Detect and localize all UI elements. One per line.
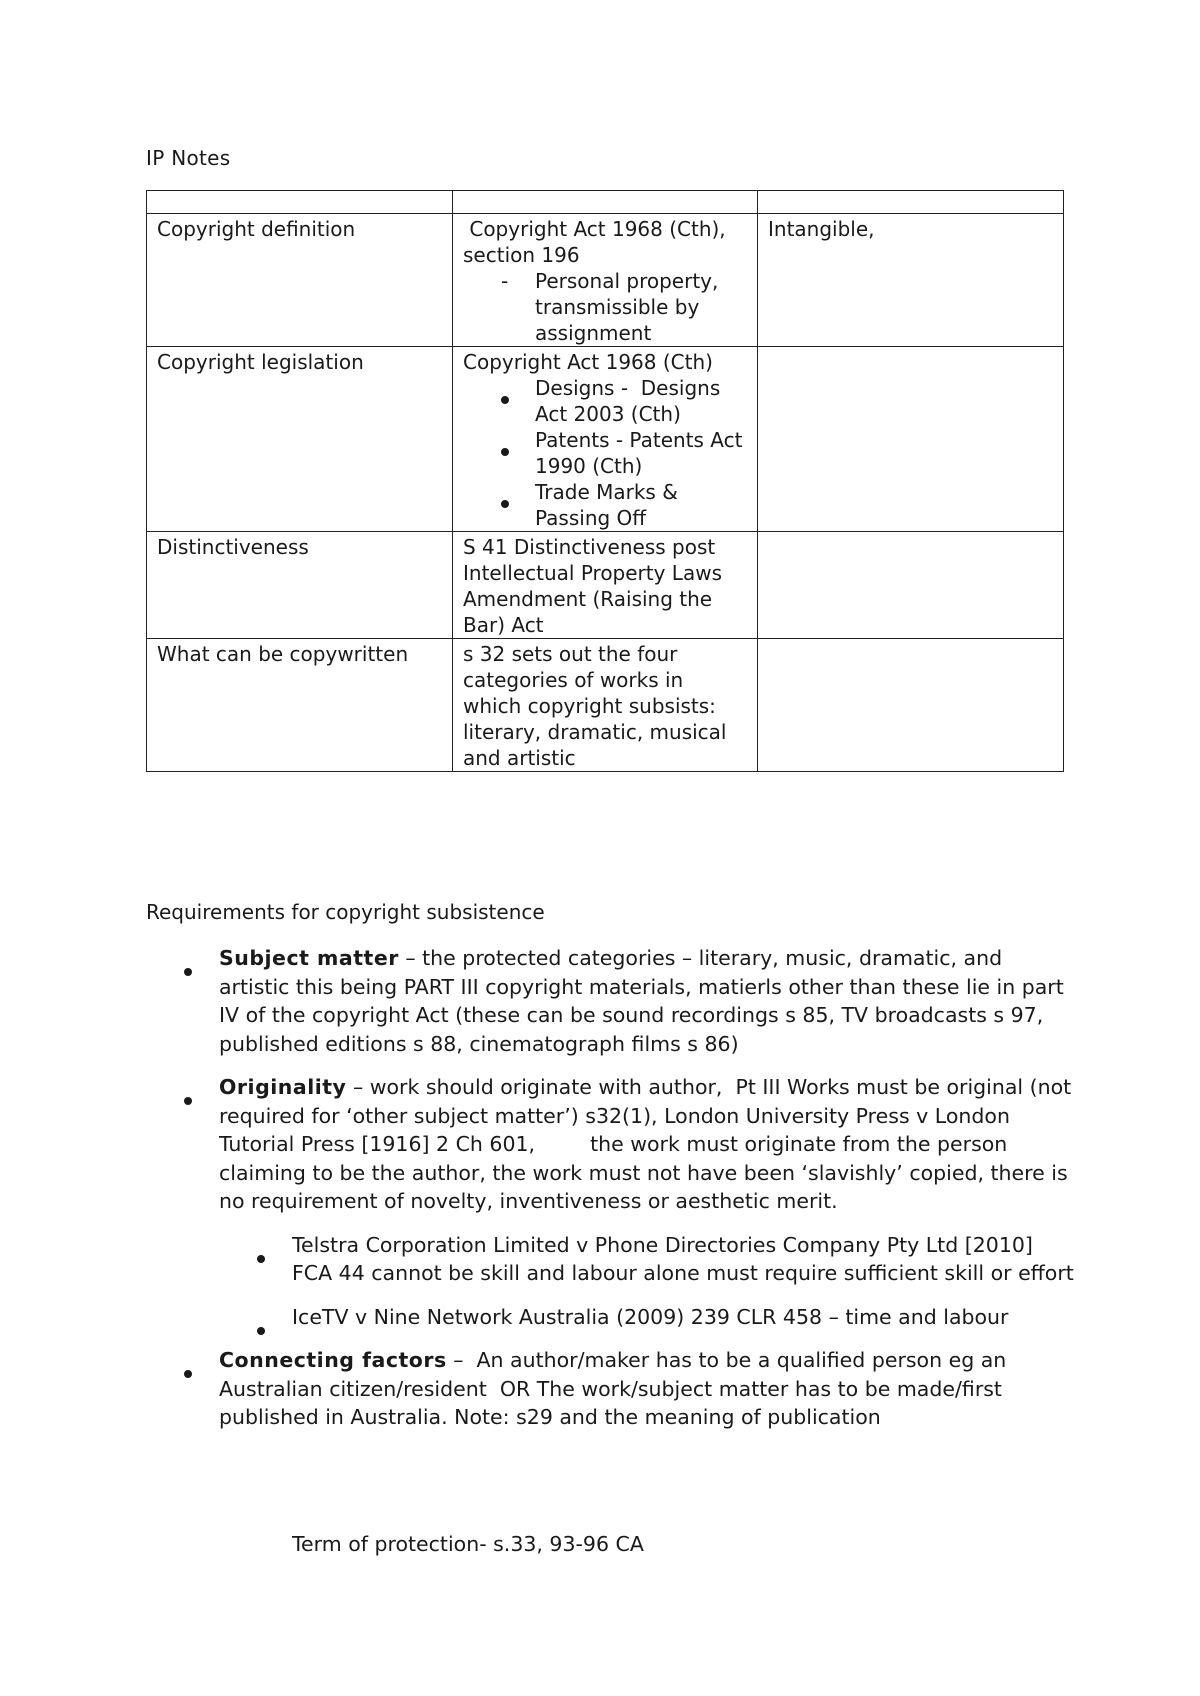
table-cell — [147, 191, 453, 214]
bullet-icon — [184, 1370, 192, 1378]
detail-intro: Copyright Act 1968 (Cth), section 196 — [463, 217, 733, 267]
requirement-text-continued: the work must originate from the person claiming to be the author, the work must not have been ‘slavishly’ copied, there is no requirement of novelty, inventiveness or aesthetic merit. — [219, 1132, 1068, 1213]
bullet-icon — [184, 968, 192, 976]
table-cell — [453, 191, 758, 214]
bullet-icon — [257, 1255, 265, 1263]
case-text: Telstra Corporation Limited v Phone Directories Company Pty Ltd [2010] FCA 44 cannot be skill and labour alone must require sufficient skill or effort — [292, 1232, 1074, 1285]
case-list — [219, 1231, 1076, 1332]
bullet-icon — [257, 1327, 265, 1335]
list-item — [146, 944, 1076, 1058]
list-item-text: Designs - Designs Act 2003 (Cth) — [535, 376, 727, 426]
requirement-term: Originality — [219, 1075, 347, 1099]
table-row — [147, 532, 1064, 639]
term-of-protection: Term of protection- s.33, 93-96 CA — [292, 1532, 644, 1556]
dash-marker: - — [501, 269, 509, 293]
document-title: IP Notes — [146, 146, 231, 170]
requirement-term: Subject matter — [219, 946, 399, 970]
row-label: What can be copywritten — [147, 639, 453, 772]
list-item — [463, 479, 747, 531]
list-item — [463, 427, 747, 479]
case-item — [219, 1303, 1076, 1332]
bullet-icon — [501, 396, 509, 404]
row-detail — [453, 347, 758, 532]
requirement-term: Connecting factors — [219, 1348, 447, 1372]
row-note — [758, 639, 1064, 772]
list-item — [463, 268, 747, 346]
requirement-text: – work should originate with author, Pt III Works must be original (not required for ‘other subject matter’) s32(1), London University Press v London Tutorial Press [1916] 2 Ch 601, — [219, 1075, 1078, 1156]
row-detail: S 41 Distinctiveness post Intellectual Property Laws Amendment (Raising the Bar) Act — [453, 532, 758, 639]
table-row — [147, 214, 1064, 347]
row-note — [758, 347, 1064, 532]
detail-list — [463, 375, 747, 531]
bullet-icon — [501, 448, 509, 456]
row-detail — [453, 214, 758, 347]
bullet-icon — [501, 500, 509, 508]
list-item — [146, 1346, 1076, 1432]
bullet-icon — [184, 1097, 192, 1105]
list-item-text: Patents - Patents Act 1990 (Cth) — [535, 428, 743, 478]
row-detail: s 32 sets out the four categories of works in which copyright subsists: literary, dramatic, musical and artistic — [453, 639, 758, 772]
list-item-text: Trade Marks & Passing Off — [535, 480, 678, 530]
list-item — [146, 1073, 1076, 1331]
list-item — [463, 375, 747, 427]
row-label: Copyright legislation — [147, 347, 453, 532]
detail-list — [463, 268, 747, 346]
requirement-text: – An author/maker has to be a qualified person eg an Australian citizen/resident OR The work/subject matter has to be made/first published in Australia. Note: s29 and the meaning of publication — [219, 1348, 1013, 1429]
case-item — [219, 1231, 1076, 1288]
table-row — [147, 347, 1064, 532]
requirement-text: – the protected categories – literary, music, dramatic, and artistic this being PART III copyright materials, matierls other than these lie in part IV of the copyright Act (these can be sound recordings s 85, TV broadcasts s 97, published editions s 88, cinematograph films s 86) — [219, 946, 1064, 1056]
row-label: Copyright definition — [147, 214, 453, 347]
section-heading: Requirements for copyright subsistence — [146, 900, 545, 924]
detail-intro: Copyright Act 1968 (Cth) — [463, 350, 713, 374]
case-text: IceTV v Nine Network Australia (2009) 239 CLR 458 – time and labour — [292, 1304, 1009, 1329]
row-note: Intangible, — [758, 214, 1064, 347]
table-header-row — [147, 191, 1064, 214]
notes-table — [146, 190, 1064, 772]
table-cell — [758, 191, 1064, 214]
requirements-list — [146, 944, 1076, 1447]
row-note — [758, 532, 1064, 639]
row-label: Distinctiveness — [147, 532, 453, 639]
list-item-text: Personal property, transmissible by assignment — [535, 269, 719, 345]
table-row — [147, 639, 1064, 772]
